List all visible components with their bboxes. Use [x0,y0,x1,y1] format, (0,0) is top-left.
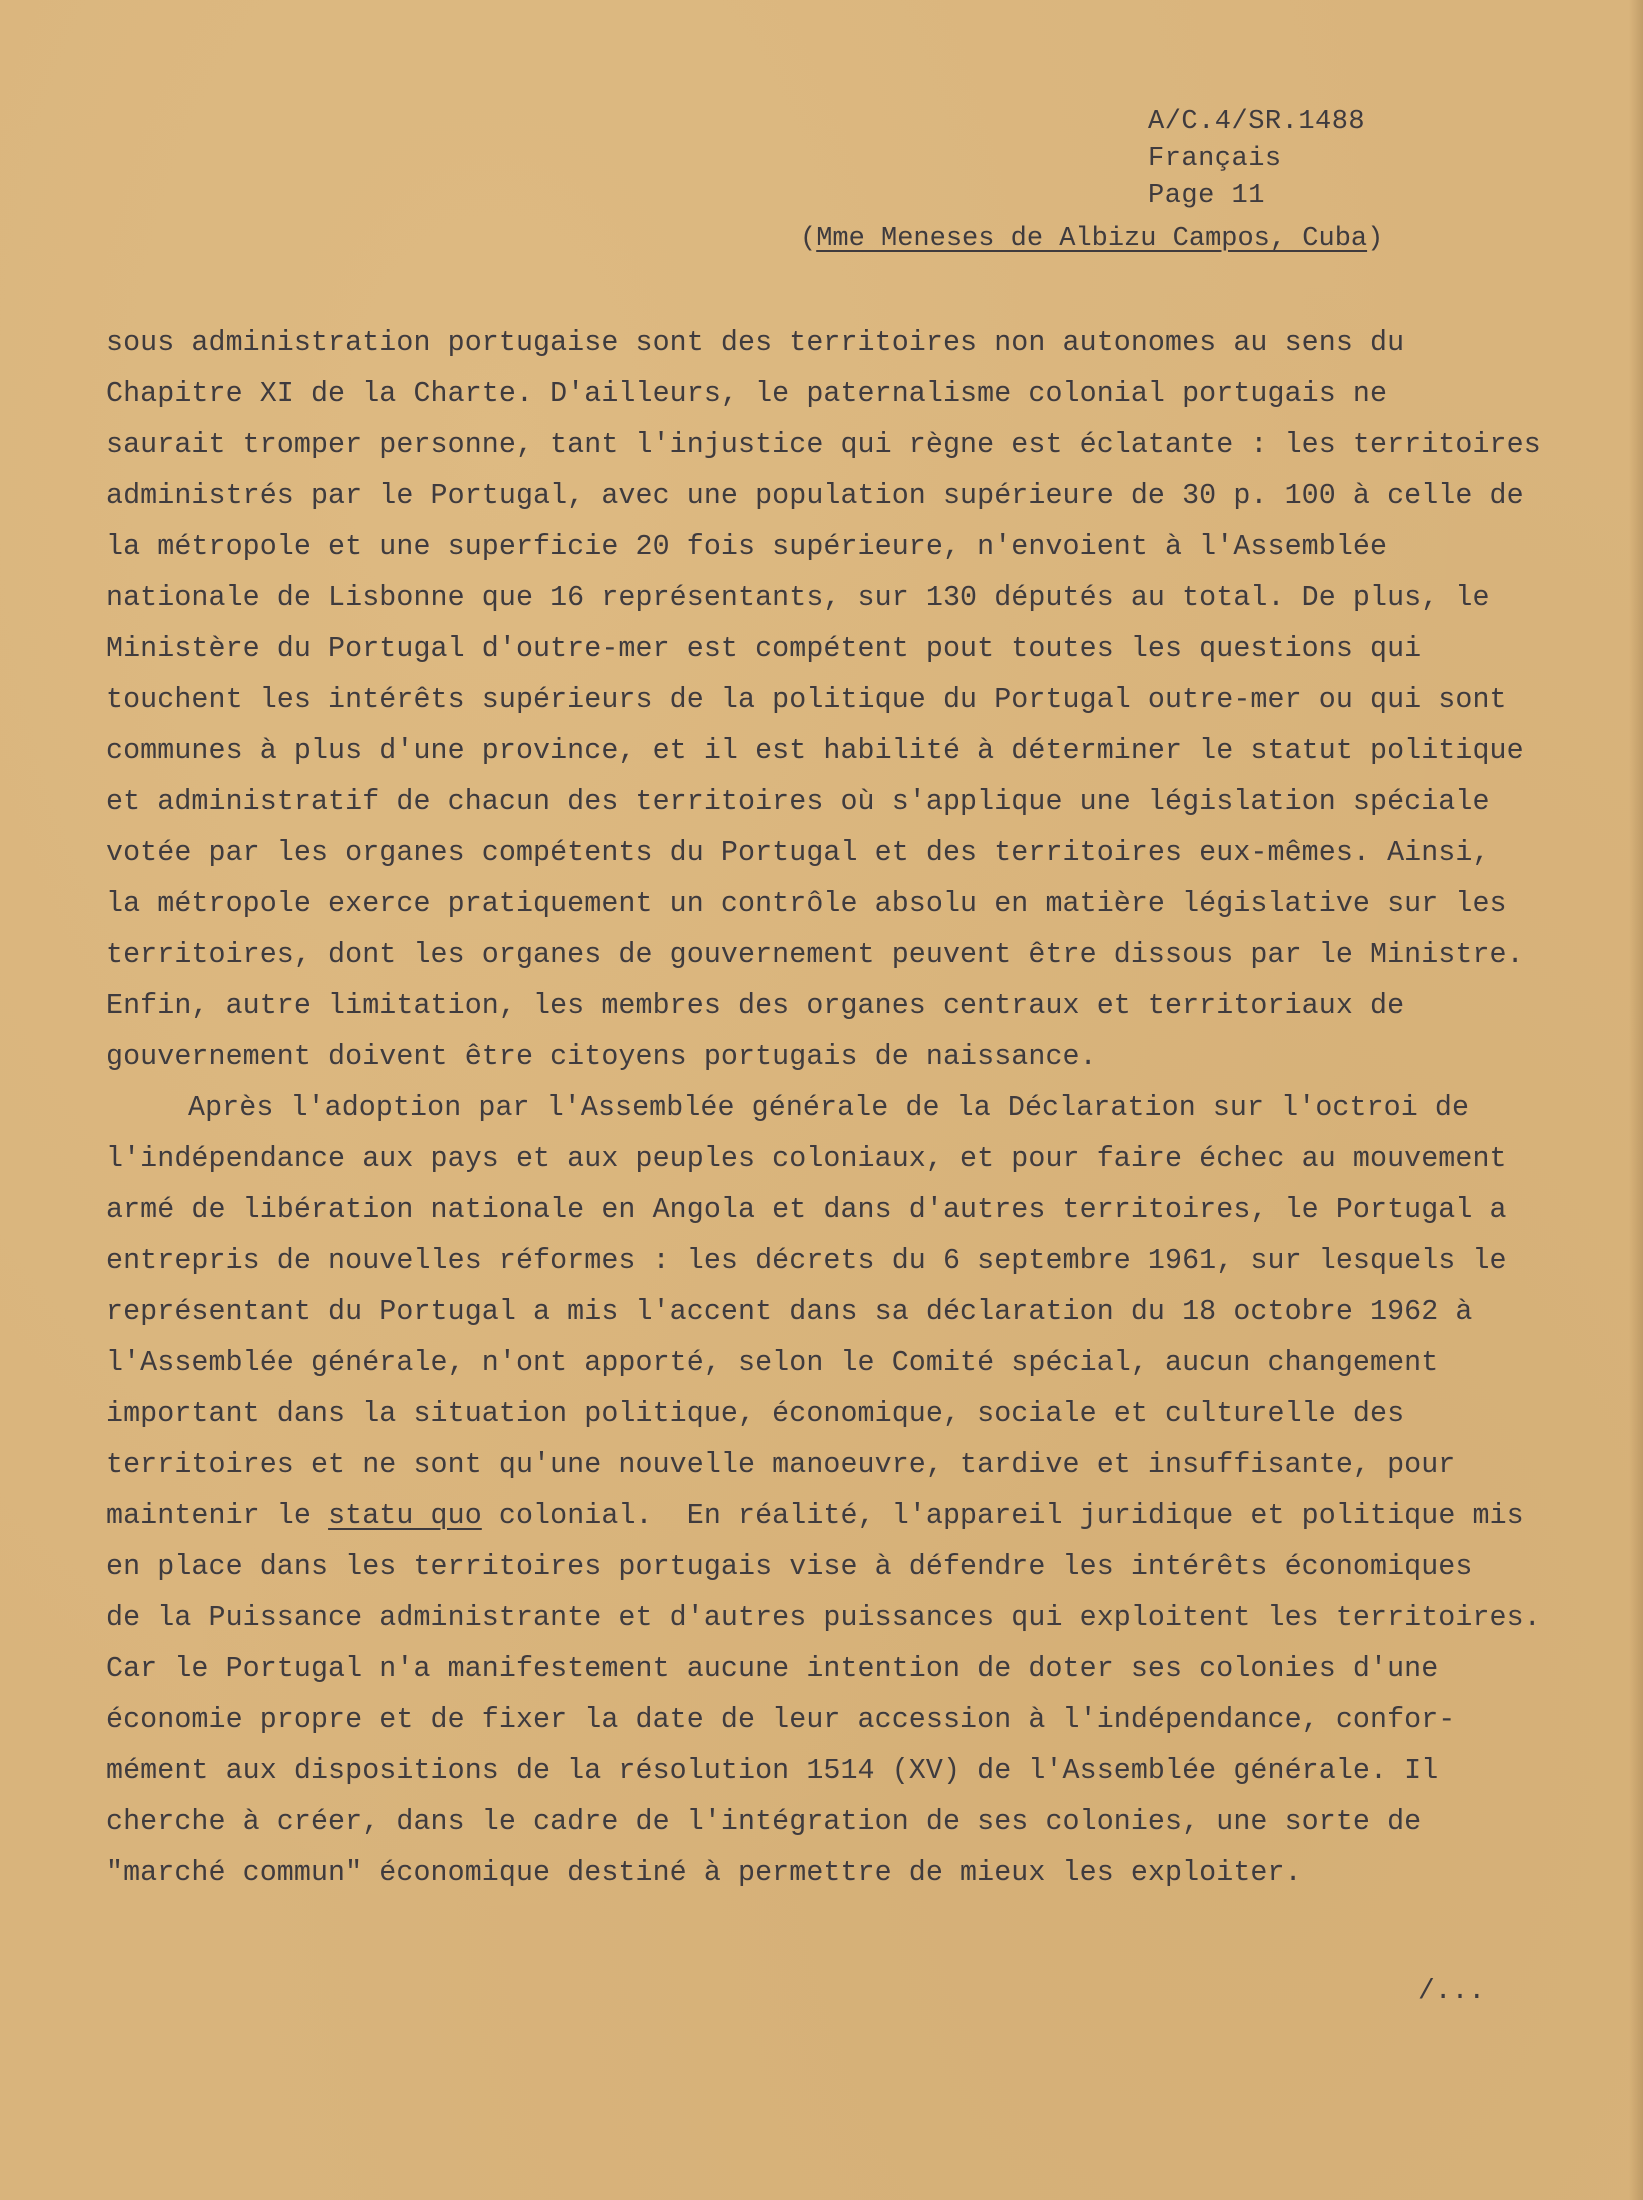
text-line: l'indépendance aux pays et aux peuples coloniaux, et pour faire échec au mouvement [106,1143,1507,1175]
text-line: nationale de Lisbonne que 16 représentants, sur 130 députés au total. De plus, le [106,582,1490,614]
text-line: saurait tromper personne, tant l'injustice qui règne est éclatante : les territoires [106,429,1541,461]
text-line: administrés par le Portugal, avec une population supérieure de 30 p. 100 à celle de [106,480,1524,512]
paragraph-1 [106,318,1541,1083]
text-line: et administratif de chacun des territoires où s'applique une législation spéciale [106,786,1490,818]
speaker-open-paren: ( [800,224,817,254]
text-line: armé de libération nationale en Angola et dans d'autres territoires, le Portugal a [106,1194,1507,1226]
paragraph-2 [106,1083,1541,1899]
text-line: en place dans les territoires portugais vise à défendre les intérêts économiques [106,1551,1473,1583]
text-line: important dans la situation politique, économique, sociale et culturelle des [106,1398,1405,1430]
document-body [106,318,1541,1899]
speaker-close-paren: ) [1367,224,1384,254]
text-line: touchent les intérêts supérieurs de la politique du Portugal outre-mer ou qui sont [106,684,1507,716]
text-line: Enfin, autre limitation, les membres des organes centraux et territoriaux de [106,990,1405,1022]
text-line: la métropole et une superficie 20 fois supérieure, n'envoient à l'Assemblée [106,531,1388,563]
text-line: "marché commun" économique destiné à permettre de mieux les exploiter. [106,1857,1302,1889]
text-line: gouvernement doivent être citoyens portugais de naissance. [106,1041,1097,1073]
text-line: sous administration portugaise sont des territoires non autonomes au sens du [106,327,1405,359]
text-line: la métropole exerce pratiquement un contrôle absolu en matière législative sur les [106,888,1507,920]
text-line: territoires et ne sont qu'une nouvelle manoeuvre, tardive et insuffisante, pour [106,1449,1456,1481]
text-line: votée par les organes compétents du Portugal et des territoires eux-mêmes. Ainsi, [106,837,1490,869]
page-number: Page 11 [1148,181,1265,211]
text-line: de la Puissance administrante et d'autres puissances qui exploitent les territoires. [106,1602,1541,1634]
speaker-attribution [800,224,1383,254]
text-line: Car le Portugal n'a manifestement aucune intention de doter ses colonies d'une [106,1653,1439,1685]
document-symbol-block [1148,104,1365,215]
underlined-term: statu quo [328,1500,482,1532]
text-line: entrepris de nouvelles réformes : les décrets du 6 septembre 1961, sur lesquels le [106,1245,1507,1277]
text-line: mément aux dispositions de la résolution 1514 (XV) de l'Assemblée générale. Il [106,1755,1439,1787]
text-line: l'Assemblée générale, n'ont apporté, selon le Comité spécial, aucun changement [106,1347,1439,1379]
document-language: Français [1148,144,1282,174]
text-line: Ministère du Portugal d'outre-mer est compétent pout toutes les questions qui [106,633,1422,665]
text-fragment: maintenir le [106,1500,329,1532]
continuation-mark: /... [1418,1976,1486,2007]
speaker-name: Mme Meneses de Albizu Campos, Cuba [816,224,1368,254]
text-line: territoires, dont les organes de gouvernement peuvent être dissous par le Ministre. [106,939,1524,971]
text-line: communes à plus d'une province, et il est habilité à déterminer le statut politique [106,735,1524,767]
document-symbol: A/C.4/SR.1488 [1148,107,1366,137]
text-fragment: colonial. En réalité, l'appareil juridique et politique mis [481,1500,1524,1532]
text-line: Chapitre XI de la Charte. D'ailleurs, le paternalisme colonial portugais ne [106,378,1388,410]
text-line: représentant du Portugal a mis l'accent dans sa déclaration du 18 octobre 1962 à [106,1296,1473,1328]
text-line-statu-quo [106,1491,1526,1542]
text-line: économie propre et de fixer la date de leur accession à l'indépendance, confor- [106,1704,1456,1736]
text-line: cherche à créer, dans le cadre de l'intégration de ses colonies, une sorte de [106,1806,1422,1838]
text-line: Après l'adoption par l'Assemblée générale de la Déclaration sur l'octroi de [188,1092,1470,1124]
